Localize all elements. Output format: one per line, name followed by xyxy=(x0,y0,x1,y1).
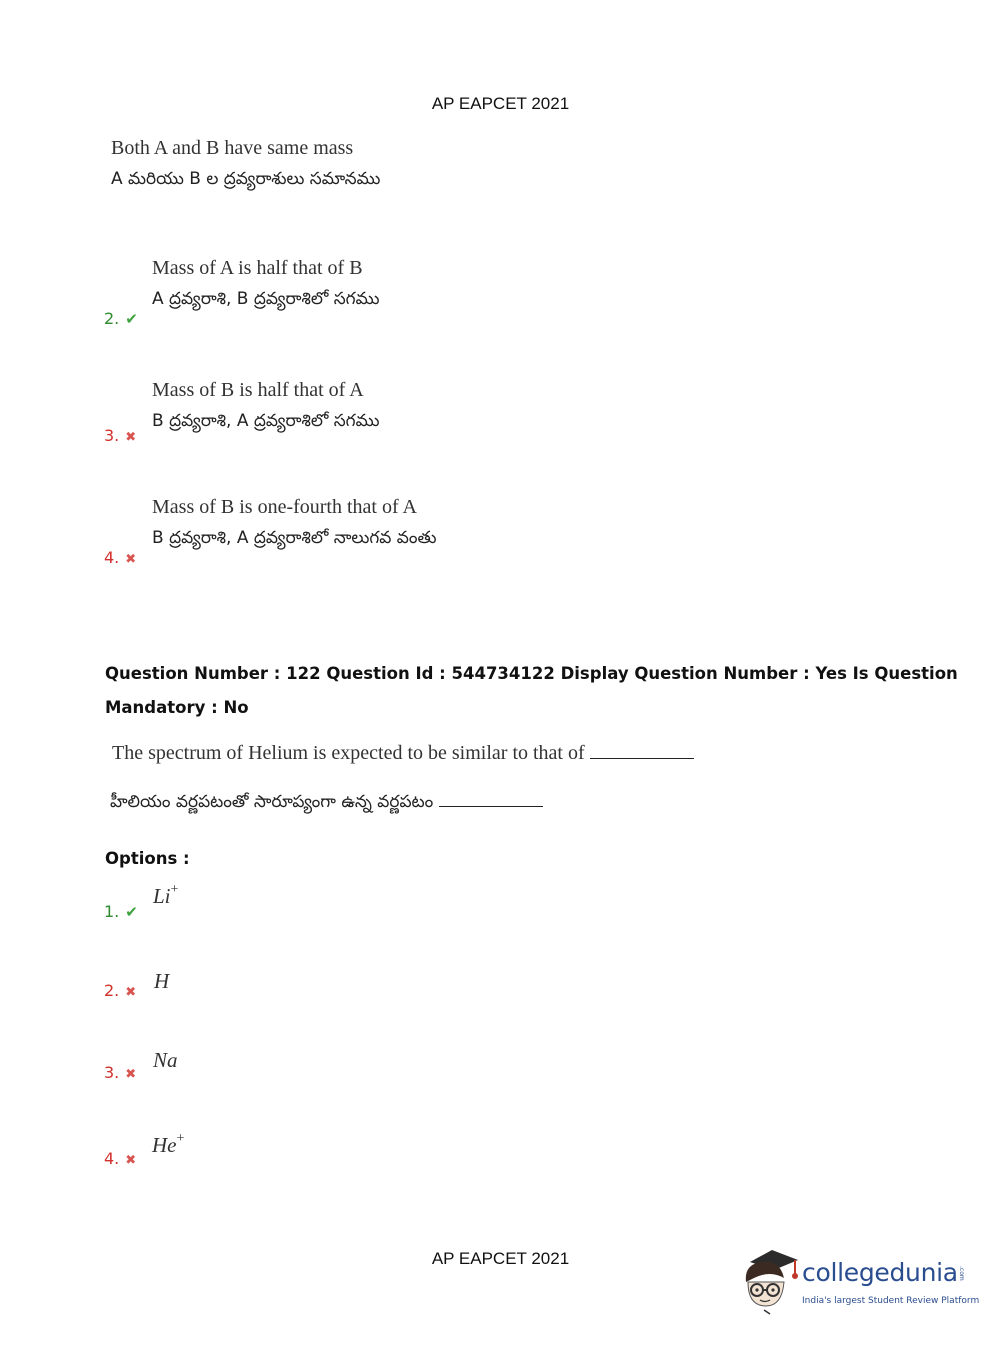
option-3-number: 3. ✖ xyxy=(104,1063,137,1082)
logo-tagline: India's largest Student Review Platform xyxy=(802,1296,980,1306)
answer-blank xyxy=(439,805,543,807)
wrong-cross-icon: ✖ xyxy=(125,552,137,567)
mascot-icon xyxy=(740,1248,800,1318)
logo-suffix: .com xyxy=(958,1266,965,1281)
wrong-cross-icon: ✖ xyxy=(125,1153,137,1168)
option-1-number: 1. ✔ xyxy=(104,902,138,921)
options-label: Options : xyxy=(105,849,190,868)
prev-option-4-english: Mass of B is one-fourth that of A xyxy=(152,496,417,518)
wrong-cross-icon: ✖ xyxy=(125,430,137,445)
question-text-english: The spectrum of Helium is expected to be similar to that of xyxy=(112,742,694,765)
option-2-number: 2. ✖ xyxy=(104,981,137,1000)
wrong-cross-icon: ✖ xyxy=(125,985,137,1000)
wrong-cross-icon: ✖ xyxy=(125,1067,137,1082)
question-meta-line-2: Mandatory : No xyxy=(105,698,249,717)
prev-option-3-telugu: B ద్రవ్యరాశి, A ద్రవ్యరాశిలో సగము xyxy=(152,411,380,431)
option-1-formula: Li+ xyxy=(153,882,179,908)
collegedunia-logo xyxy=(740,1248,980,1318)
prev-option-3-number: 3. ✖ xyxy=(104,426,137,445)
prev-option-4-number: 4. ✖ xyxy=(104,548,137,567)
correct-check-icon: ✔ xyxy=(125,310,138,328)
page-header: AP EAPCET 2021 xyxy=(431,94,570,113)
question-text-telugu: హీలియం వర్ణపటంతో సారూప్యంగా ఉన్న వర్ణపటం xyxy=(110,792,543,816)
page-footer: AP EAPCET 2021 xyxy=(431,1249,570,1268)
prev-option-2-number: 2. ✔ xyxy=(104,309,138,328)
question-meta-line-1: Question Number : 122 Question Id : 544734122 Display Question Number : Yes Is Question xyxy=(105,664,958,683)
option-4-number: 4. ✖ xyxy=(104,1149,137,1168)
prev-option-4-telugu: B ద్రవ్యరాశి, A ద్రవ్యరాశిలో నాలుగవ వంతు xyxy=(152,528,437,548)
prev-option-1-english: Both A and B have same mass xyxy=(111,137,354,159)
prev-option-2-english: Mass of A is half that of B xyxy=(152,257,363,279)
correct-check-icon: ✔ xyxy=(125,903,138,921)
logo-wordmark: collegedunia xyxy=(802,1258,958,1287)
prev-option-1-telugu: A మరియు B ల ద్రవ్యరాశులు సమానము xyxy=(111,169,381,189)
prev-option-2-telugu: A ద్రవ్యరాశి, B ద్రవ్యరాశిలో సగము xyxy=(152,289,380,309)
prev-option-3-english: Mass of B is half that of A xyxy=(152,379,364,401)
answer-blank xyxy=(590,757,694,759)
option-4-formula: He+ xyxy=(152,1131,185,1157)
option-3-formula: Na xyxy=(153,1048,178,1072)
option-2-formula: H xyxy=(154,969,170,993)
